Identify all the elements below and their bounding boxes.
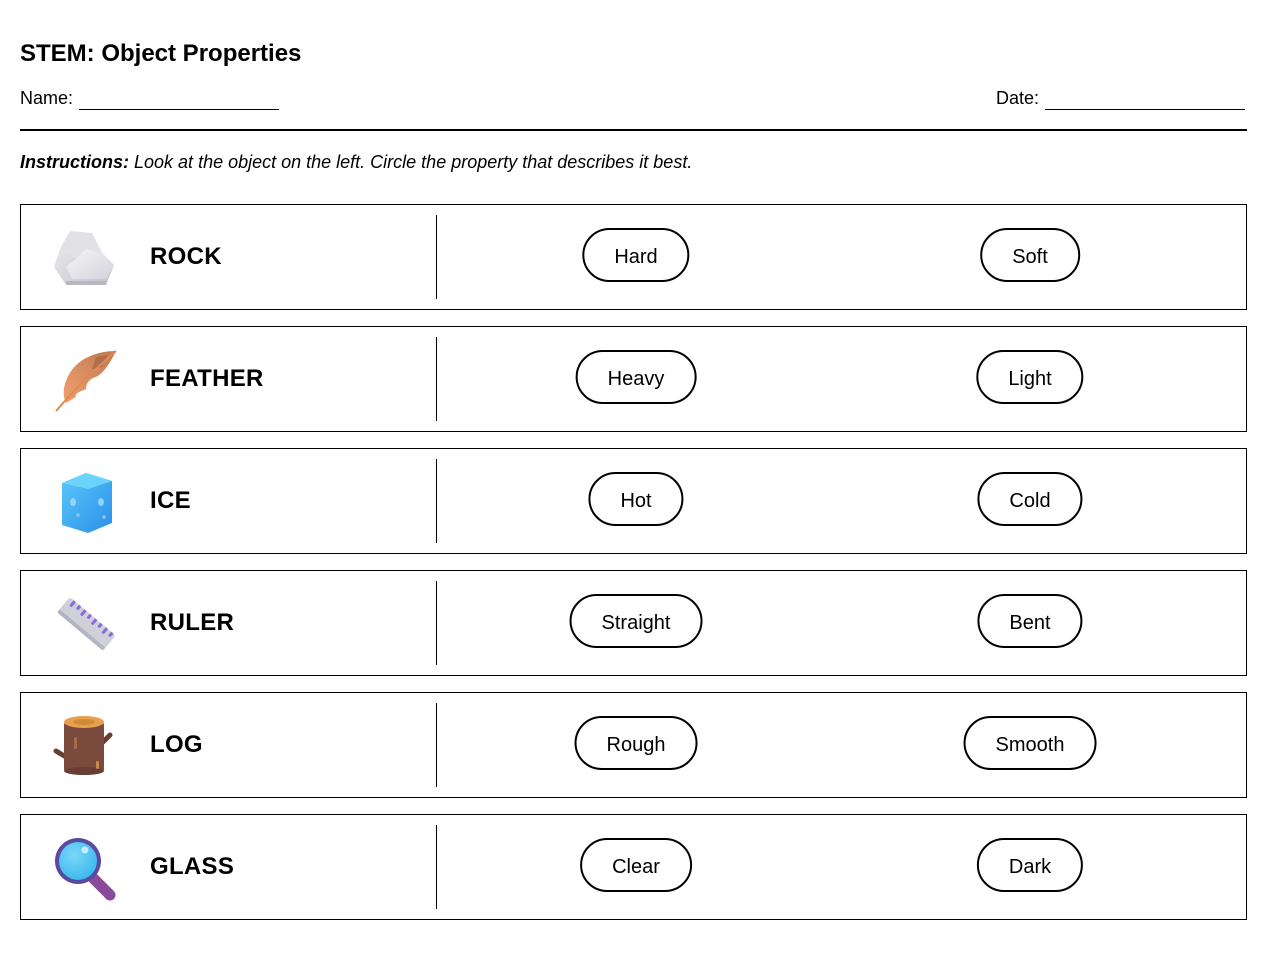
date-blank-line[interactable] — [1045, 93, 1245, 110]
property-row-log — [20, 692, 1247, 798]
instructions — [20, 151, 692, 173]
page-title: STEM: Object Properties — [20, 40, 302, 67]
date-label: Date: — [996, 88, 1040, 108]
property-row-ice — [20, 448, 1247, 554]
option-heavy[interactable]: Heavy — [576, 350, 697, 404]
option-hot[interactable]: Hot — [588, 472, 683, 526]
property-row-rock — [20, 204, 1247, 310]
name-field — [20, 87, 279, 109]
instructions-lead: Instructions: — [20, 152, 130, 172]
column-divider — [436, 581, 437, 665]
property-row-ruler — [20, 570, 1247, 676]
column-divider — [436, 825, 437, 909]
option-light[interactable]: Light — [976, 350, 1083, 404]
column-divider — [436, 703, 437, 787]
feather-icon — [52, 347, 118, 413]
header-divider — [20, 129, 1247, 131]
object-label: ICE — [150, 487, 191, 514]
option-dark[interactable]: Dark — [977, 838, 1083, 892]
property-row-glass — [20, 814, 1247, 920]
option-hard[interactable]: Hard — [582, 228, 689, 282]
object-label: RULER — [150, 609, 235, 636]
option-bent[interactable]: Bent — [977, 594, 1082, 648]
name-label: Name: — [20, 88, 74, 108]
magnifying-glass-icon — [52, 835, 118, 901]
object-label: FEATHER — [150, 365, 264, 392]
date-field — [996, 87, 1245, 109]
option-soft[interactable]: Soft — [980, 228, 1080, 282]
column-divider — [436, 215, 437, 299]
option-straight[interactable]: Straight — [570, 594, 703, 648]
option-cold[interactable]: Cold — [977, 472, 1082, 526]
object-label: GLASS — [150, 853, 235, 880]
rock-icon — [52, 225, 118, 291]
option-smooth[interactable]: Smooth — [964, 716, 1097, 770]
option-clear[interactable]: Clear — [580, 838, 692, 892]
name-blank-line[interactable] — [79, 93, 279, 110]
object-label: ROCK — [150, 243, 222, 270]
ruler-icon — [52, 591, 118, 657]
column-divider — [436, 459, 437, 543]
column-divider — [436, 337, 437, 421]
log-icon — [52, 713, 118, 779]
ice-cube-icon — [52, 469, 118, 535]
object-label: LOG — [150, 731, 203, 758]
property-row-feather — [20, 326, 1247, 432]
option-rough[interactable]: Rough — [575, 716, 698, 770]
instructions-text: Look at the object on the left. Circle the property that describes it best. — [129, 152, 693, 172]
